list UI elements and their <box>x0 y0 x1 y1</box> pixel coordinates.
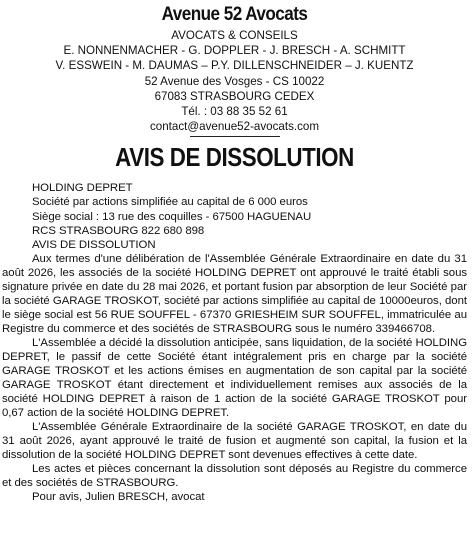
company-name: HOLDING DEPRET <box>32 182 133 195</box>
notice-subheading: AVIS DE DISSOLUTION <box>32 238 156 251</box>
paragraph-merger-approval: Aux termes d'une délibération de l'Assemblée Générale Extraordinaire en date du 31 août 2026, les associés de la société HOLDING DEPRET ont approuvé le traité établi sous signature privée en date du 28 mai 2026, et portant fusion par absorption de leur Société par la société GARAGE TROSKOT, société par actions simplifiée au capital de 10000euros, dont le siège social est 56 RUE SOUFFEL - 67370 GRIESHEIM SUR SOUFFEL, immatriculée au Registre du commerce et des sociétés de STRASBOURG sous le numéro 339466708. <box>2 252 467 335</box>
paragraph-filing: Les actes et pièces concernant la dissolution sont déposés au Registre du commerce et des sociétés de STRASBOURG. <box>2 463 467 490</box>
signature-line: Pour avis, Julien BRESCH, avocat <box>32 491 205 504</box>
firm-contact-block <box>2 28 467 134</box>
legal-notice-page <box>0 4 473 550</box>
partners-line-1: E. NONNENMACHER - G. DOPPLER - J. BRESCH - A. SCHMITT <box>63 44 406 58</box>
company-registered-office: Siège social : 13 rue des coquilles - 67500 HAGUENAU <box>32 210 312 223</box>
paragraph-effective-date: L'Assemblée Générale Extraordinaire de la société GARAGE TROSKOT, en date du 31 août 2026, ayant approuvé le traité de fusion et augmenté son capital, la fusion et la dissolution de la société HOLDING DEPRET sont devenues effectives à cette date. <box>2 421 467 462</box>
company-rcs: RCS STRASBOURG 822 680 898 <box>32 224 205 237</box>
firm-phone: Tél. : 03 88 35 52 61 <box>181 105 288 119</box>
firm-email: contact@avenue52-avocats.com <box>149 120 320 134</box>
paragraph-dissolution-decision: L'Assemblée a décidé la dissolution anticipée, sans liquidation, de la société HOLDING DEPRET, le passif de cette Société étant intégralement pris en charge par la société GARAGE TROSKOT et les actions émises en augmentation de son capital par la société GARAGE TROSKOT étant directement et individuellement remises aux associés de la société HOLDING DEPRET à raison de 1 action de la société GARAGE TROSKOT pour 0,67 action de la société HOLDING DEPRET. <box>2 336 467 420</box>
partners-line-2: V. ESSWEIN - M. DAUMAS – P.Y. DILLENSCHNEIDER – J. KUENTZ <box>55 59 414 73</box>
firm-tagline: AVOCATS & CONSEILS <box>171 29 298 42</box>
company-legal-form: Société par actions simplifiée au capital de 6 000 euros <box>32 196 308 209</box>
header-divider <box>190 136 280 137</box>
notice-title: AVIS DE DISSOLUTION <box>115 142 354 173</box>
notice-body <box>2 181 467 504</box>
firm-city: 67083 STRASBOURG CEDEX <box>154 89 315 103</box>
firm-street-address: 52 Avenue des Vosges - CS 10022 <box>144 74 325 88</box>
firm-name: Avenue 52 Avocats <box>161 4 308 25</box>
